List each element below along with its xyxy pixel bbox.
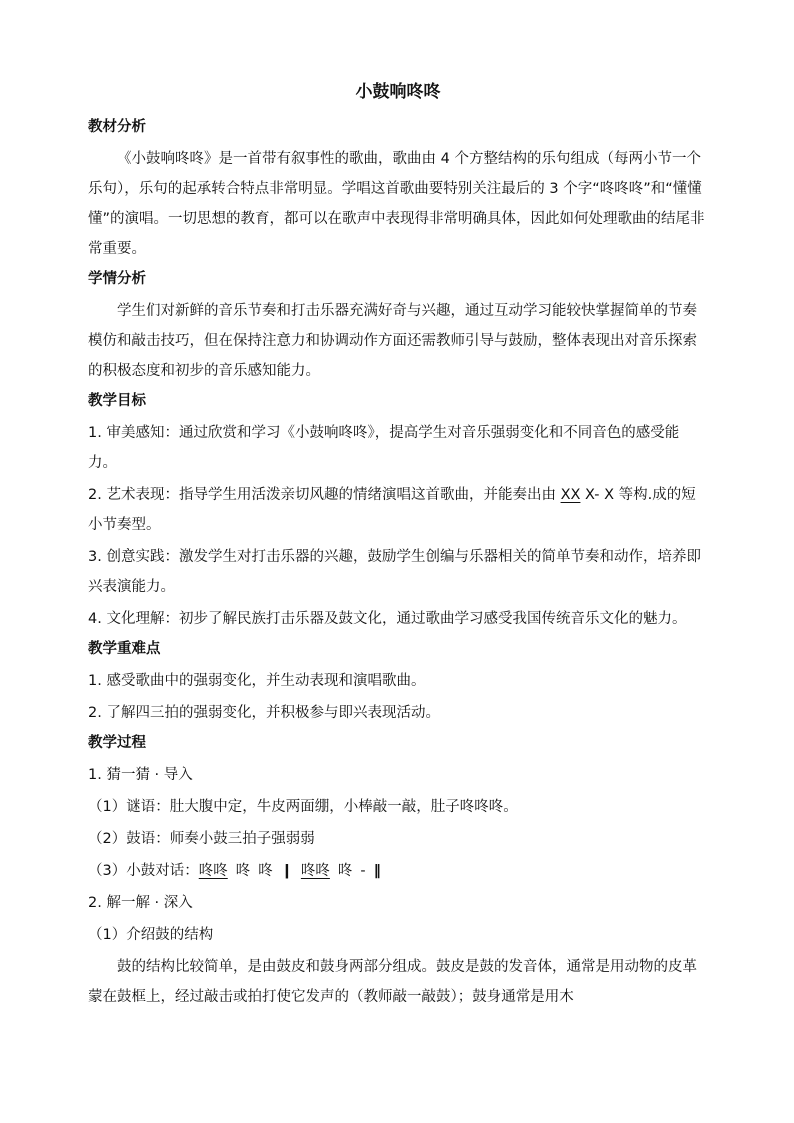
section-heading-students: 学情分析: [88, 271, 146, 287]
process-step-2: 2. 解一解 · 深入: [88, 895, 193, 911]
beat-1: 咚咚: [198, 863, 228, 879]
structure-paragraph: 鼓的结构比较简单，是由鼓皮和鼓身两部分组成。鼓皮是鼓的发音体，通常是用动物的皮革蒙在鼓框上，经过敲击或拍打使它发声的（教师敲一敲鼓）；鼓身通常是用木: [88, 959, 697, 1005]
section-heading-goals: 教学目标: [88, 393, 146, 409]
goal-item-1: 1. 审美感知：通过欣赏和学习《小鼓响咚咚》，提高学生对音乐强弱变化和不同音色的感受能力。: [88, 425, 680, 471]
bar-line: ❙: [280, 863, 293, 879]
section-heading-keypoints: 教学重难点: [88, 641, 161, 657]
beat-6: -: [360, 863, 366, 879]
riddle-line: （1）谜语：肚大腹中定，牛皮两面绷，小棒敲一敲，肚子咚咚咚。: [88, 799, 518, 815]
drum-phrase-line: （2）鼓语：师奏小鼓三拍子强弱弱: [88, 831, 315, 847]
drum-dialog-line: [88, 856, 708, 886]
document-title: 小鼓响咚咚: [355, 82, 441, 102]
students-paragraph: 学生们对新鲜的音乐节奏和打击乐器充满好奇与兴趣，通过互动学习能较快掌握简单的节奏模仿和敲击技巧，但在保持注意力和协调动作方面还需教师引导与鼓励，整体表现出对音乐探索的积极态度和初步的音乐感知能力。: [88, 303, 697, 379]
section-heading-analysis: 教材分析: [88, 119, 146, 135]
end-bar-line: ‖: [373, 863, 381, 879]
beat-2: 咚: [235, 863, 251, 879]
keypoint-item-2: 2. 了解四三拍的强弱变化，并积极参与即兴表现活动。: [88, 705, 440, 721]
goal-item-3: 3. 创意实践：激发学生对打击乐器的兴趣，鼓励学生创编与乐器相关的简单节奏和动作，培养即兴表演能力。: [88, 549, 701, 595]
rhythm-xx: XX: [560, 487, 581, 503]
analysis-paragraph: 《小鼓响咚咚》是一首带有叙事性的歌曲，歌曲由 4 个方整结构的乐句组成（每两小节一个乐句），乐句的起承转合特点非常明显。学唱这首歌曲要特别关注最后的 3 个字“咚咚咚”和“懂懂懂”的演唱。一切思想的教育，都可以在歌声中表现得非常明确具体，因此如何处理歌曲的结尾非常重要。: [88, 151, 705, 257]
beat-4: 咚咚: [300, 863, 330, 879]
goal-item-4: 4. 文化理解：初步了解民族打击乐器及鼓文化，通过歌曲学习感受我国传统音乐文化的魅力。: [88, 611, 687, 627]
beat-5: 咚: [337, 863, 353, 879]
structure-subheading: （1）介绍鼓的结构: [88, 927, 214, 943]
process-step-1: 1. 猜一猜 · 导入: [88, 767, 193, 783]
beat-3: 咚: [258, 863, 273, 879]
goal-item-2-before: 2. 艺术表现：指导学生用活泼亲切风趣的情绪演唱这首歌曲，并能奏出由: [88, 487, 561, 503]
keypoint-item-1: 1. 感受歌曲中的强弱变化，并生动表现和演唱歌曲。: [88, 673, 426, 689]
dialog-prefix: （3）小鼓对话：: [88, 863, 199, 879]
goal-item-2-after: X- X 等构.成的短小节奏型。: [88, 487, 696, 533]
document-page: [88, 80, 708, 1016]
goal-item-2: [88, 480, 708, 540]
section-heading-process: 教学过程: [88, 735, 146, 751]
